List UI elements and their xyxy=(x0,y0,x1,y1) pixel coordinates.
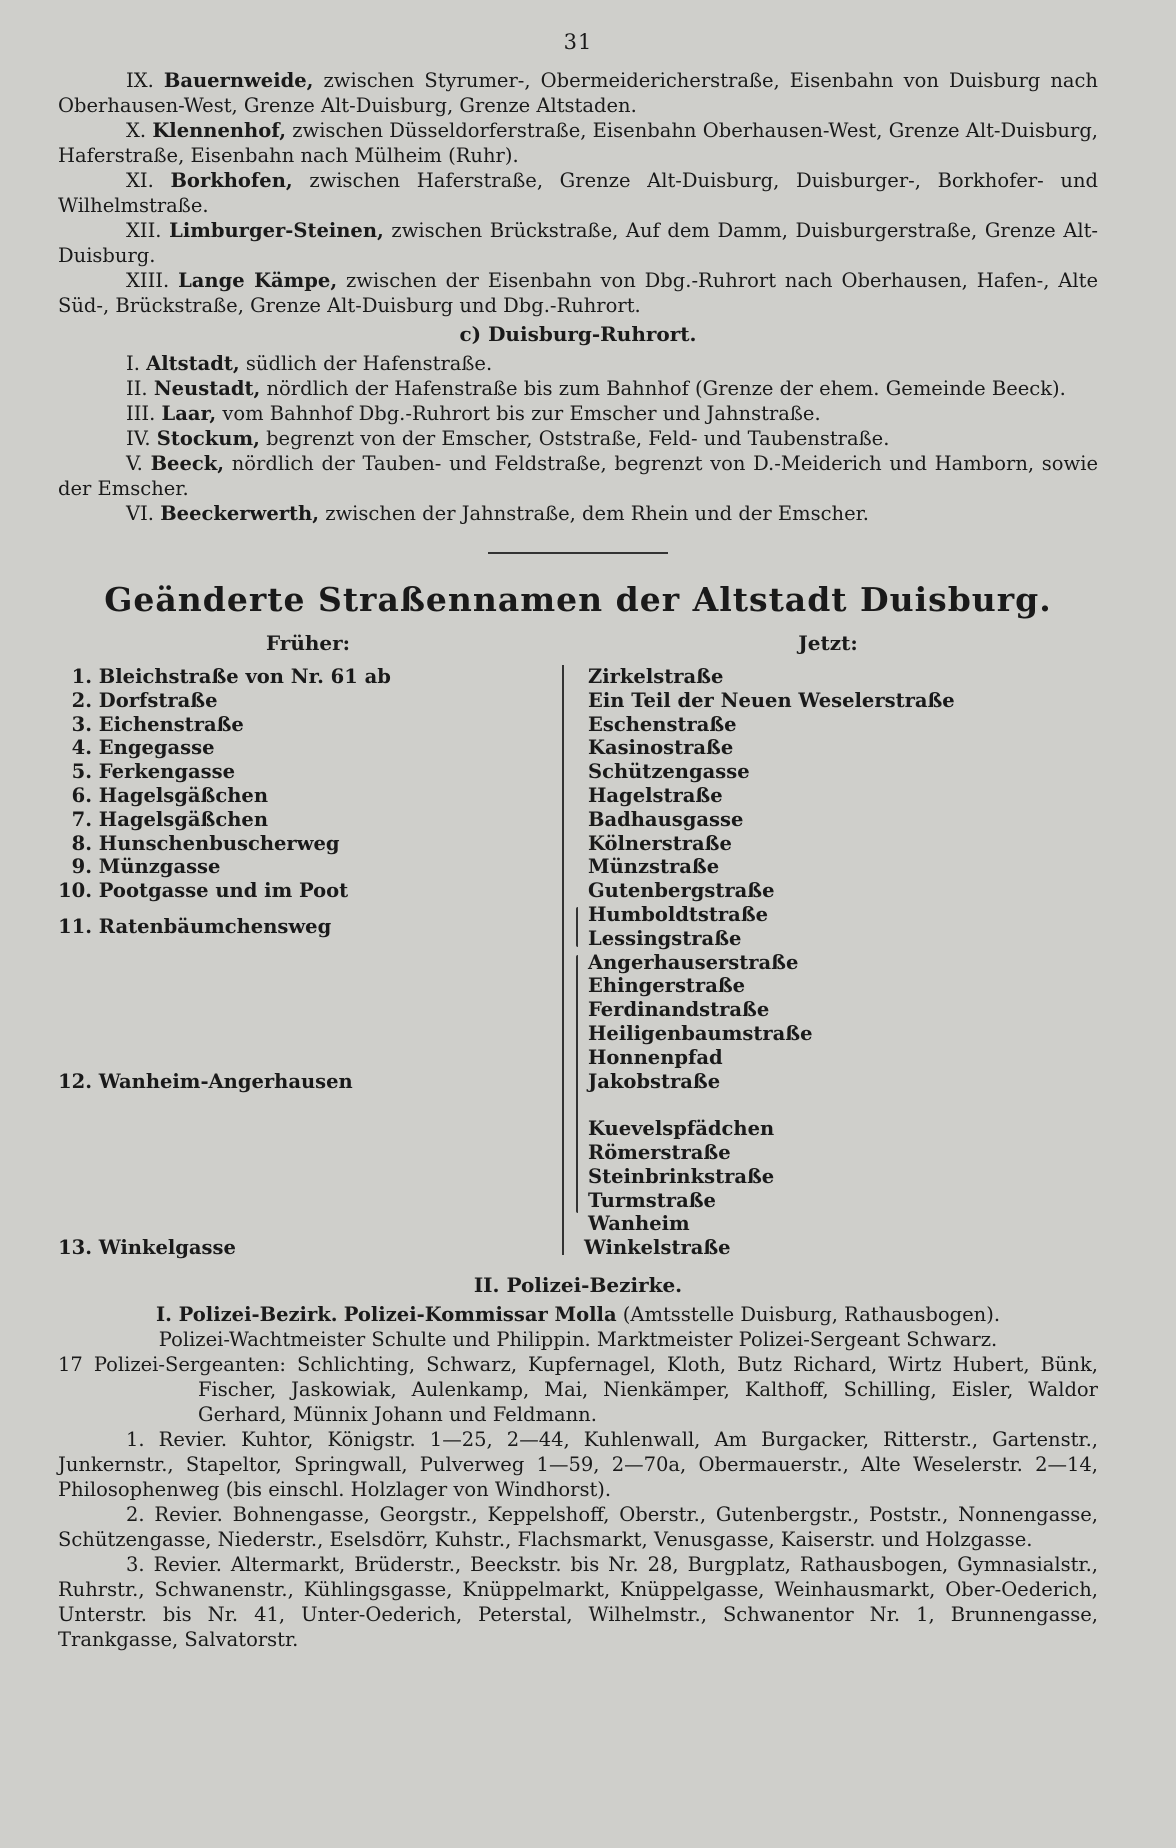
new-name: Wanheim xyxy=(588,1212,690,1236)
new-name: Jakobstraße xyxy=(588,1069,721,1093)
old-name: Hagelsgäßchen xyxy=(98,807,269,831)
new-name: Zirkelstraße xyxy=(588,665,724,688)
new-name: Angerhauserstraße xyxy=(588,950,799,974)
district-number: X. xyxy=(126,119,147,142)
district-description: zwischen Haferstraße, Grenze Alt-Duisburg, Duisburger-, Borkhofer- und Wilhelmstraße. xyxy=(58,169,1098,217)
row-number: 8. xyxy=(71,831,92,855)
new-name: Kasinostraße xyxy=(588,736,734,760)
row-number: 3. xyxy=(71,712,92,736)
district-number: XI. xyxy=(126,169,154,192)
row-number: 4. xyxy=(71,736,92,760)
old-name: Bleichstraße von Nr. 61 ab xyxy=(98,665,391,688)
district-description: nördlich der Tauben- und Feldstraße, begrenzt von D.-Meiderich und Hamborn, sowie der Emscher. xyxy=(58,452,1098,500)
district-description: nördlich der Hafenstraße bis zum Bahnhof (Grenze der ehem. Gemeinde Beeck). xyxy=(260,377,1066,400)
police-section xyxy=(58,1273,1098,1652)
district-entry xyxy=(58,376,1098,401)
new-name: Ehingerstraße xyxy=(588,974,746,998)
district-name: Altstadt, xyxy=(146,352,240,375)
police-staff-line: Polizei-Wachtmeister Schulte und Philippin. Marktmeister Polizei-Sergeant Schwarz. xyxy=(158,1328,998,1351)
district-description: zwischen Styrumer-, Obermeidericherstraße, Eisenbahn von Duisburg nach Oberhausen-West, Grenze Alt-Duisburg, Grenze Altstaden. xyxy=(58,69,1098,117)
new-name: Kuevelspfädchen xyxy=(588,1117,775,1141)
district-number: XII. xyxy=(126,219,162,242)
district-description: zwischen der Jahnstraße, dem Rhein und der Emscher. xyxy=(319,502,869,525)
old-name: Engegasse xyxy=(98,736,215,760)
old-name: Eichenstraße xyxy=(98,712,244,736)
row-number: 11. xyxy=(58,915,92,938)
district-number: III. xyxy=(126,402,156,425)
revier-entry: 3. Revier. Altermarkt, Brüderstr., Beeckstr. bis Nr. 28, Burgplatz, Rathausbogen, Gymnasialstr., Ruhrstr., Schwanenstr., Kühlingsgasse, Knüppelmarkt, Knüppelgasse, Weinhausmarkt, Ober-Oederich, Unterstr. bis Nr. 41, Unter-Oederich, Peterstal, Wilhelmstr., Schwanentor Nr. 1, Brunnengasse, Trankgasse, Salvatorstr. xyxy=(58,1553,1098,1651)
new-name: Badhausgasse xyxy=(588,807,744,831)
row-number: 10. xyxy=(58,879,92,903)
row-number: 1. xyxy=(71,665,92,688)
new-name: Humboldtstraße xyxy=(588,903,769,926)
column-old-header: Früher: xyxy=(265,631,351,655)
new-name: Winkelstraße xyxy=(584,1236,731,1259)
new-name: Schützengasse xyxy=(588,760,750,784)
old-name: Hagelsgäßchen xyxy=(98,784,269,807)
new-name: Ferdinandstraße xyxy=(588,998,770,1022)
district-name: Limburger-Steinen, xyxy=(169,219,384,242)
district-name: Beeck, xyxy=(150,452,225,475)
district-name: Laar, xyxy=(161,402,217,425)
district-number: V. xyxy=(126,452,143,475)
police-commissioner: Polizei-Kommissar Molla xyxy=(343,1303,617,1326)
district-entry xyxy=(58,218,1098,268)
new-name: Steinbrinkstraße xyxy=(588,1164,775,1188)
section-c-heading: c) Duisburg-Ruhrort. xyxy=(459,322,697,346)
old-name: Winkelgasse xyxy=(98,1236,236,1259)
police-heading: II. Polizei-Bezirke. xyxy=(473,1273,683,1297)
district-description: zwischen Düsseldorferstraße, Eisenbahn Oberhausen-West, Grenze Alt-Duisburg, Haferstraße, Eisenbahn nach Mülheim (Ruhr). xyxy=(58,119,1098,167)
old-name: Münzgasse xyxy=(98,855,221,879)
district-name: Lange Kämpe, xyxy=(178,269,338,292)
district-entry xyxy=(58,501,1098,526)
district-description: zwischen Brückstraße, Auf dem Damm, Duisburgerstraße, Grenze Alt-Duisburg. xyxy=(58,219,1098,267)
row-number: 5. xyxy=(71,760,92,784)
police-district-label: I. Polizei-Bezirk. xyxy=(155,1303,338,1326)
district-entry xyxy=(58,168,1098,218)
district-name: Stockum, xyxy=(156,427,260,450)
district-entry xyxy=(58,118,1098,168)
old-name: Wanheim-Angerhausen xyxy=(98,1069,353,1093)
district-entry xyxy=(58,68,1098,118)
rename-column-headers xyxy=(58,631,1098,655)
new-name: Heiligenbaumstraße xyxy=(588,1021,813,1045)
revier-entry: 1. Revier. Kuhtor, Königstr. 1—25, 2—44, Kuhlenwall, Am Burgacker, Ritterstr., Gartenstr., Junkernstr., Stapeltor, Springwall, Pulverweg 1—59, 2—70a, Obermauerstr., Alte Weselerstr. 2—14, Philosophenweg (bis einschl. Holzlager von Windhorst). xyxy=(58,1428,1098,1501)
district-description: vom Bahnhof Dbg.-Ruhrort bis zur Emscher und Jahnstraße. xyxy=(216,402,821,425)
page-number: 31 xyxy=(563,30,593,54)
district-description: südlich der Hafenstraße. xyxy=(239,352,493,375)
new-name: Ein Teil der Neuen Weselerstraße xyxy=(588,688,955,712)
divider-rule xyxy=(488,552,668,554)
district-entry xyxy=(58,451,1098,501)
district-entry xyxy=(58,268,1098,318)
new-name: Eschenstraße xyxy=(588,712,737,736)
district-number: IX. xyxy=(126,69,154,92)
rename-table xyxy=(58,665,1098,1259)
district-description: zwischen der Eisenbahn von Dbg.-Ruhrort nach Oberhausen, Hafen-, Alte Süd-, Brückstraße, Grenze Alt-Duisburg und Dbg.-Ruhrort. xyxy=(58,269,1098,317)
new-name: Honnenpfad xyxy=(588,1045,723,1069)
old-name: Ferkengasse xyxy=(98,760,235,784)
revier-entry: 2. Revier. Bohnengasse, Georgstr., Keppelshoff, Oberstr., Gutenbergstr., Poststr., Nonnengasse, Schützengasse, Niederstr., Eselsdörr, Kuhstr., Flachsmarkt, Venusgasse, Kaiserstr. und Holzgasse. xyxy=(58,1503,1098,1551)
streets-title: Geänderte Straßennamen der Altstadt Duisburg. xyxy=(104,580,1052,619)
district-entry xyxy=(58,426,1098,451)
new-name: Lessingstraße xyxy=(588,926,742,950)
district-name: Bauernweide, xyxy=(163,69,314,92)
district-number: XIII. xyxy=(126,269,170,292)
row-number: 6. xyxy=(71,784,92,807)
district-number: II. xyxy=(126,377,148,400)
police-sergeants: 17 Polizei-Sergeanten: Schlichting, Schwarz, Kupfernagel, Kloth, Butz Richard, Wirtz Hubert, Bünk, Fischer, Jaskowiak, Aulenkamp, Mai, Nienkämper, Kalthoff, Schilling, Eisler, Waldor Gerhard, Münnix Johann und Feldmann. xyxy=(58,1353,1098,1426)
district-name: Beeckerwerth, xyxy=(160,502,319,525)
district-number: I. xyxy=(126,352,140,375)
district-description: begrenzt von der Emscher, Oststraße, Feld- und Taubenstraße. xyxy=(259,427,890,450)
district-name: Neustadt, xyxy=(153,377,261,400)
district-name: Borkhofen, xyxy=(170,169,293,192)
police-office: (Amtsstelle Duisburg, Rathausbogen). xyxy=(616,1303,1001,1326)
old-name: Dorfstraße xyxy=(98,688,218,712)
brace xyxy=(576,955,578,1213)
district-number: VI. xyxy=(126,502,154,525)
row-number: 13. xyxy=(58,1236,92,1259)
row-number: 12. xyxy=(58,1069,92,1093)
new-name: Hagelstraße xyxy=(588,784,723,807)
police-district-line xyxy=(58,1302,1098,1327)
row-number: 9. xyxy=(71,855,92,879)
old-name: Ratenbäumchensweg xyxy=(98,915,332,938)
district-entry xyxy=(58,351,1098,376)
new-name: Münzstraße xyxy=(588,855,720,879)
new-name: Römerstraße xyxy=(588,1140,731,1164)
column-new-header: Jetzt: xyxy=(798,631,858,655)
districts-b-list xyxy=(58,68,1098,318)
district-entry xyxy=(58,401,1098,426)
brace xyxy=(576,907,578,947)
new-name: Kölnerstraße xyxy=(588,831,732,855)
old-name: Hunschenbuscherweg xyxy=(98,831,340,855)
district-name: Klennenhof, xyxy=(152,119,286,142)
new-name: Turmstraße xyxy=(588,1188,716,1212)
district-number: IV. xyxy=(126,427,151,450)
row-number: 2. xyxy=(71,688,92,712)
old-name: Pootgasse und im Poot xyxy=(98,879,349,903)
row-number: 7. xyxy=(71,807,92,831)
districts-c-list xyxy=(58,351,1098,526)
column-divider xyxy=(562,665,564,1255)
new-name: Gutenbergstraße xyxy=(588,879,775,903)
